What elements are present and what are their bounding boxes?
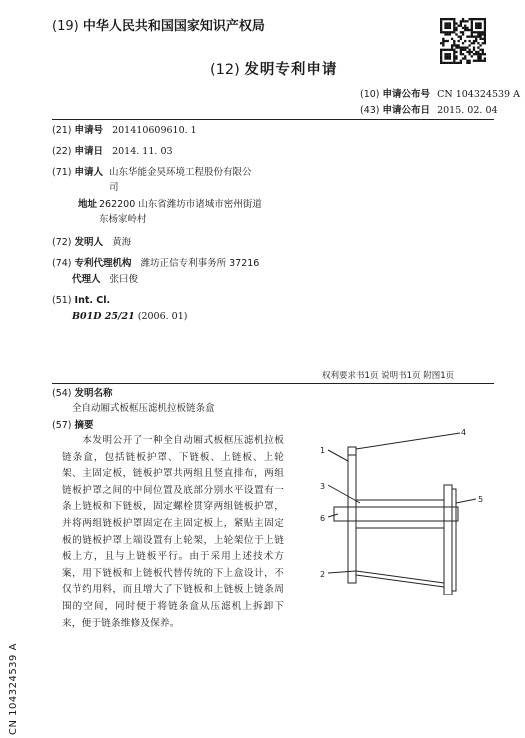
office-header	[52, 18, 265, 36]
pub-date-code: (43)	[360, 105, 380, 116]
applicant-name-2: 司	[109, 182, 119, 193]
pub-no: CN 104324539 A	[437, 89, 520, 100]
pub-no-code: (10)	[360, 89, 380, 100]
figure-label-1: 1	[320, 446, 326, 455]
chain-guard	[348, 455, 356, 583]
leader-6	[328, 514, 338, 517]
doc-type-code: (12)	[210, 62, 240, 78]
pub-date-label: 申请公布日	[382, 105, 431, 116]
title-code: (54)	[52, 388, 72, 399]
figure-label-6: 6	[320, 514, 326, 523]
figure-drawing	[300, 425, 500, 595]
applicant-name-1: 山东华能金昊环境工程股份有限公	[109, 167, 252, 178]
title-label: 发明名称	[74, 388, 113, 399]
qr-code-icon	[440, 18, 486, 64]
figure-label-3: 3	[320, 482, 326, 491]
app-date-label: 申请日	[74, 146, 104, 157]
figure-label-5: 5	[478, 495, 484, 504]
doc-type-header	[210, 60, 337, 80]
agent: 张曰俊	[109, 274, 139, 285]
pub-number-line	[360, 88, 520, 102]
body-divider	[52, 383, 494, 384]
leader-5	[456, 499, 476, 503]
app-no-field	[52, 124, 197, 138]
app-date-field	[52, 145, 173, 159]
upper-wheel-frame	[348, 447, 356, 455]
abstract-heading	[52, 419, 94, 433]
app-no-code: (21)	[52, 125, 72, 136]
leader-1	[328, 450, 348, 461]
app-date-code: (22)	[52, 146, 72, 157]
agency: 潍坊正信专利事务所 37216	[140, 258, 260, 269]
ipc-field	[72, 310, 187, 324]
agency-code: (74)	[52, 258, 72, 269]
intcl-field	[52, 294, 110, 308]
applicant-field	[52, 166, 103, 180]
applicant-label: 申请人	[74, 167, 104, 178]
leader-2	[328, 571, 356, 573]
pub-date: 2015. 02. 04	[437, 105, 498, 116]
agent-field	[72, 273, 138, 287]
intcl-code: (51)	[52, 295, 72, 306]
agent-label: 代理人	[72, 274, 101, 285]
inventor-label: 发明人	[74, 237, 104, 248]
intcl-label: Int. Cl.	[74, 295, 111, 306]
inventor: 黄海	[112, 237, 132, 248]
address-label: 地址	[78, 199, 98, 210]
app-date: 2014. 11. 03	[112, 146, 173, 157]
figure-label-2: 2	[320, 570, 326, 579]
ipc-code: B01D 25/21	[72, 311, 135, 322]
inventor-code: (72)	[52, 237, 72, 248]
ipc-version: (2006. 01)	[137, 311, 188, 322]
abstract-body: 本发明公开了一种全自动厢式板框压滤机拉板链条盒，包括链板护罩、下链板、上链板、上轮架、主固定板，链板护罩共两组且竖直排布，两组链板护罩之间的中间位置及底部分别水平设置有一条上链板和下链板，固定螺栓贯穿两组链板护罩，并将两组链板护罩固定在主固定板上，紧贴主固定板的链板护罩上端设置有上轮架，上轮架位于上链板上方，且与上链板平行。由于采用上述技术方案，用下链板和上链板代替传统的下上盒设计，不仅节约用料，而且增大了下链板和上链板上链条周围的空间，同时便于将链条盒从压滤机上拆卸下来，便于链条维修及保养。	[62, 435, 284, 629]
abstract-code: (57)	[52, 420, 72, 431]
applicant-code: (71)	[52, 167, 72, 178]
leader-3	[328, 485, 360, 503]
main-fixed-plate	[444, 485, 452, 595]
fixing-bolt	[334, 507, 458, 521]
title-heading	[52, 387, 113, 401]
agency-label: 专利代理机构	[74, 258, 132, 269]
app-no-label: 申请号	[74, 125, 104, 136]
address-line-2: 东杨家岭村	[99, 214, 147, 225]
upper-chain-plate	[356, 500, 444, 528]
app-no: 201410609610. 1	[112, 125, 197, 136]
inventor-field	[52, 236, 131, 250]
pub-date-line	[360, 104, 498, 118]
side-publication-number: CN 104324539 A	[8, 643, 19, 735]
address-line-1: 262200 山东省潍坊市诸城市密州街道	[99, 199, 262, 210]
plate-flange	[452, 489, 456, 591]
abstract-label: 摘要	[74, 420, 94, 431]
agency-field	[52, 257, 259, 271]
doc-type: 发明专利申请	[244, 62, 338, 78]
pages-info: 权利要求书1页 说明书1页 附图1页	[322, 371, 455, 381]
invention-title: 全自动厢式板框压滤机拉板链条盒	[72, 403, 215, 414]
pub-no-label: 申请公布号	[382, 89, 431, 100]
figure-label-4: 4	[461, 428, 467, 437]
header-divider	[52, 119, 494, 120]
office-code: (19)	[52, 19, 79, 34]
abstract-text	[62, 433, 284, 632]
office-name: 中华人民共和国国家知识产权局	[82, 19, 265, 34]
leader-4	[356, 433, 460, 449]
